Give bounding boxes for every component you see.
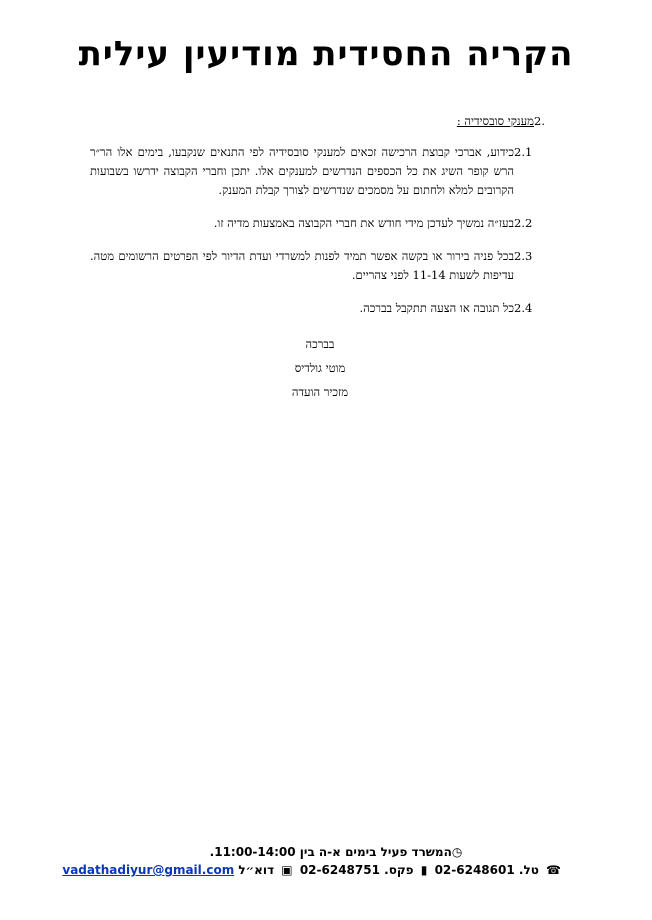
office-hours-line	[0, 845, 652, 859]
section-heading-row	[90, 112, 558, 131]
paragraph-number: 2.3	[514, 249, 533, 263]
paragraph-text: בכל פניה בירור או בקשה אפשר תמיד לפנות למשרדי ועדת הדיור לפי הפרטים הרשומים מטה. עדיפות לשעות 11-14 לפני צהריים.	[90, 249, 514, 282]
signature-name: מוטי גולדיס	[294, 361, 346, 375]
email-label: דוא״ל	[238, 863, 275, 877]
paragraph-text: כידוע, אברכי קבוצת הרכישה זכאים למענקי סובסידיה לפי התנאים שנקבעו, בימים אלו הר״ר הרש קופר השיג את כל הכספים הנדרשים למענקים אלו. יתכן וחברי הקבוצה ידרשו בשבועות הקרובים למלא ולחתום על מסמכים שנדרשים לצורך קבלת המענק.	[90, 145, 514, 197]
section-heading: מענקי סובסידיה :	[456, 114, 534, 128]
paragraph-2-3	[90, 247, 558, 285]
footer	[0, 845, 652, 877]
clock-icon: ◷	[451, 845, 463, 859]
paragraph-2-4	[90, 299, 558, 318]
paragraph-text: בעז״ה נמשיך לעדכן מידי חודש את חברי הקבוצה באמצעות מדיה זו.	[213, 216, 514, 230]
paragraph-2-2	[90, 214, 558, 233]
contact-line	[0, 863, 652, 877]
phone-number: טל. 02-6248601	[434, 863, 539, 877]
paragraph-number: 2.1	[514, 145, 533, 159]
section-number: 2.	[534, 114, 545, 128]
office-hours: המשרד פעיל בימים א-ה בין 11:00-14:00.	[209, 845, 452, 859]
signature-block	[0, 332, 640, 404]
paragraph-text: כל תגובה או הצעה תתקבל בברכה.	[359, 301, 514, 315]
page-title: הקריה החסידית מודיעין עילית	[78, 34, 574, 74]
paragraph-2-1	[90, 143, 558, 200]
paragraph-number: 2.4	[514, 301, 533, 315]
signature-role: מזכיר הועדה	[291, 385, 349, 399]
fax-icon: ▮	[420, 863, 428, 877]
fax-number: פקס. 02-6248751	[299, 863, 414, 877]
telephone-icon: ☎	[546, 863, 561, 877]
paragraph-number: 2.2	[514, 216, 533, 230]
document-body	[90, 112, 558, 332]
computer-icon: ▣	[281, 863, 293, 877]
signature-greeting: בברכה	[305, 337, 335, 351]
email-link[interactable]: vadathadiyur@gmail.com	[62, 863, 235, 877]
